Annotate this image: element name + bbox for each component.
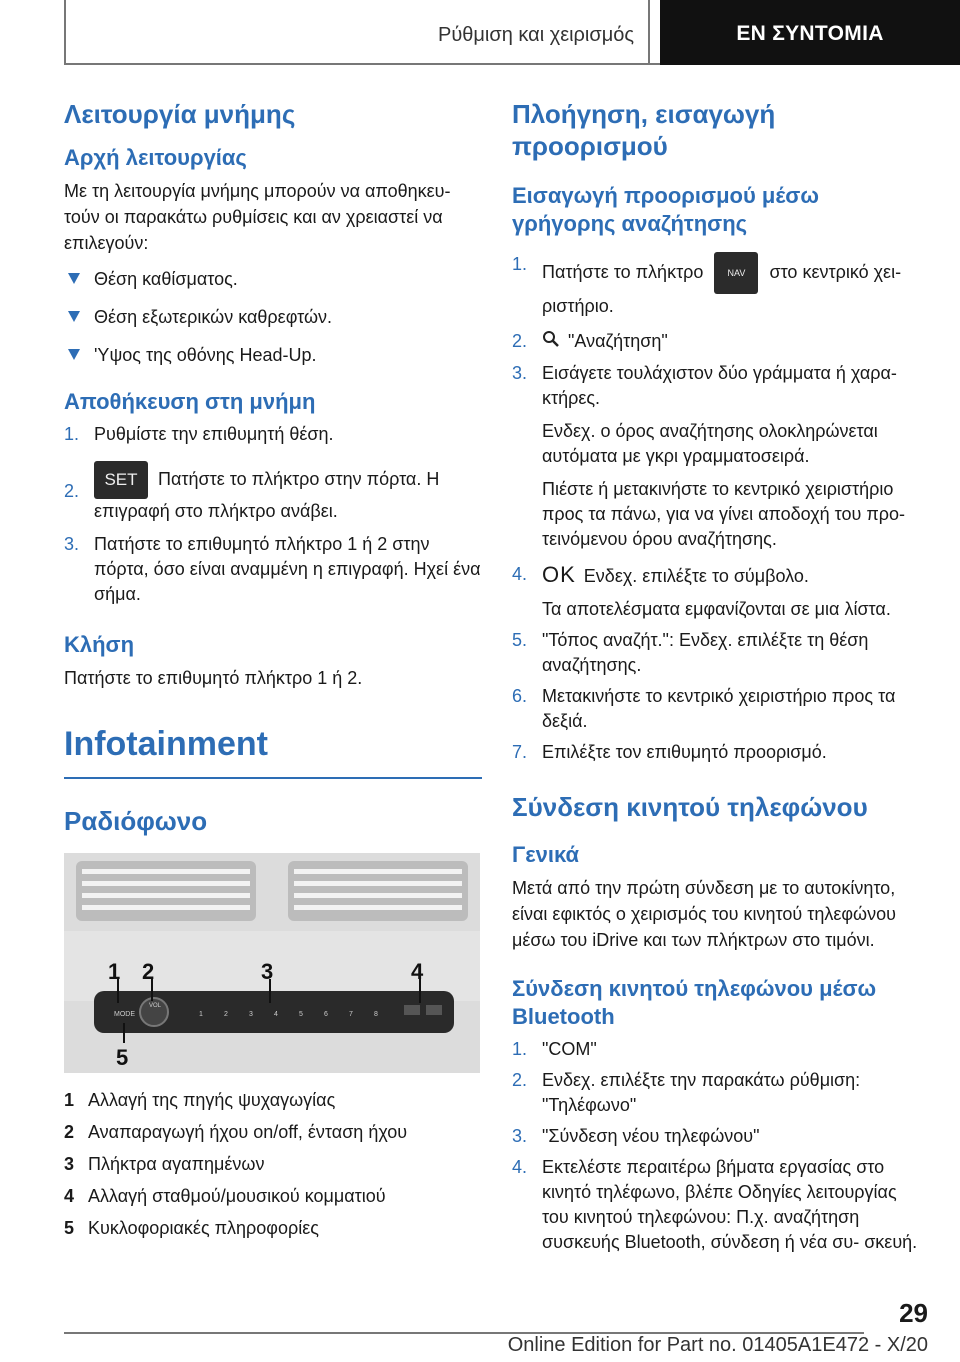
list-item: 'Υψος της οθόνης Head-Up.	[64, 342, 482, 368]
infotainment-title: Infotainment	[64, 725, 268, 763]
left-column	[64, 98, 482, 1247]
list-item: 3. Εισάγετε τουλάχιστον δύο γράμματα ή χαρα- κτήρες. Ενδεχ. ο όρος αναζήτησης ολοκληρώνεται αυτόματα με γκρι γραμματοσειρά. Πιέστε ή μετακινήστε το κεντρικό χειριστήριο προς τα πάνω, για να γίνει αποδοχή του προ- τεινόμενου όρου αναζήτησης.	[512, 362, 906, 549]
bluetooth-steps	[512, 1037, 928, 1255]
mode-label: MODE	[114, 1011, 135, 1018]
nav-key-icon: NAV	[714, 252, 758, 294]
edition-footer: Online Edition for Part no. 01405A1E472 - X/20	[507, 1334, 928, 1356]
set-key-icon: SET	[94, 461, 148, 499]
radio-title: Ραδιόφωνο	[64, 806, 208, 836]
radio-panel-photo	[64, 853, 480, 1073]
list-item: 4. OK Ενδεχ. επιλέξτε το σύμβολο. Τα αποτελέσματα εμφανίζονται σε μια λίστα.	[512, 561, 891, 619]
magnifier-icon	[542, 330, 560, 355]
store-memory-title: Αποθήκευση στη μνήμη	[64, 389, 316, 414]
list-item: 1. "COM"	[512, 1038, 597, 1059]
triangle-bullet-icon	[68, 349, 80, 360]
list-item: Θέση εξωτερικών καθρεφτών.	[64, 304, 482, 330]
principle-title: Αρχή λειτουργίας	[64, 145, 247, 170]
heading-rule	[64, 777, 482, 779]
list-item: 7. Επιλέξτε τον επιθυμητό προορισμό.	[512, 741, 827, 762]
radio-panel-illustration	[64, 853, 480, 1073]
memory-function-title: Λειτουργία μνήμης	[64, 99, 296, 129]
preset-key-label: 8	[374, 1011, 378, 1018]
infotainment-heading	[64, 723, 482, 779]
navigation-steps	[512, 252, 928, 765]
header-chapter-tab[interactable]: ΕΝ ΣΥΝΤΟΜΙΑ	[660, 0, 960, 65]
right-column	[512, 98, 928, 1261]
callout-label: 5	[116, 1045, 129, 1070]
preset-key-label: 6	[324, 1011, 328, 1018]
preset-key-label: 5	[299, 1011, 303, 1018]
list-item: 2. SET Πατήστε το πλήκτρο στην πόρτα. Η επιγραφή στο πλήκτρο ανάβει.	[64, 461, 482, 524]
navigation-title: Πλοήγηση, εισαγωγή προορισμού	[512, 99, 776, 161]
phone-connect-title: Σύνδεση κινητού τηλεφώνου	[512, 791, 868, 822]
list-item: 4. Εκτελέστε περαιτέρω βήματα εργασίας στο κινητό τηλέφωνο, βλέπε Οδηγίες λειτουργίας του κινητού τηλεφώνου: Π.χ. αναζήτηση συσκευής Bluetooth, σύνδεση ή νέα συ- σκευή.	[512, 1156, 918, 1252]
list-item: 3. Πατήστε το επιθυμητό πλήκτρο 1 ή 2 στην πόρτα, όσο είναι αναμμένη η επιγραφή. Ηχεί ένα σήμα.	[64, 534, 481, 604]
page-number: 29	[899, 1298, 928, 1328]
preset-key-label: 7	[349, 1011, 353, 1018]
callout-label: 3	[261, 959, 274, 984]
list-item: 1 Αλλαγή της πηγής ψυχαγωγίας	[64, 1090, 336, 1110]
list-item: 2 Αναπαραγωγή ήχου on/off, ένταση ήχου	[64, 1122, 408, 1142]
list-item: 2. "Αναζήτηση"	[512, 329, 928, 355]
preset-key-label: 2	[224, 1011, 228, 1018]
list-item: 3. "Σύνδεση νέου τηλεφώνου"	[512, 1125, 760, 1146]
list-item: 6. Μετακινήστε το κεντρικό χειριστήριο προς τα δεξιά.	[512, 685, 896, 731]
header-border-mid	[648, 0, 650, 64]
list-item: 1. Πατήστε το πλήκτρο NAV στο κεντρικό χει- ριστήριο.	[512, 254, 902, 316]
principle-text: Με τη λειτουργία μνήμης μπορούν να αποθηκευ- τούν οι παρακάτω ρυθμίσεις και αν χρειαστεί να επιλεγούν:	[64, 181, 451, 253]
header-section-title: Ρύθμιση και χειρισμός	[437, 24, 634, 46]
call-title: Κλήση	[64, 632, 135, 657]
list-item: 4 Αλλαγή σταθμού/μουσικού κομματιού	[64, 1186, 386, 1206]
call-text: Πατήστε το επιθυμητό πλήκτρο 1 ή 2.	[64, 668, 363, 688]
triangle-bullet-icon	[68, 273, 80, 284]
list-item: 1. Ρυθμίστε την επιθυμητή θέση.	[64, 424, 334, 444]
memory-bullet-list	[64, 266, 482, 368]
general-title: Γενικά	[512, 841, 580, 867]
preset-key-label: 3	[249, 1011, 253, 1018]
vol-label: VOL	[149, 1003, 162, 1009]
header-border-bottom	[64, 63, 660, 65]
quick-search-title: Εισαγωγή προορισμού μέσω γρήγορης αναζήτησης	[512, 183, 819, 236]
radio-legend	[64, 1087, 482, 1241]
ok-symbol-icon: OK	[542, 561, 576, 587]
callout-label: 4	[411, 959, 424, 984]
callout-label: 1	[108, 959, 121, 984]
store-steps	[64, 422, 482, 607]
list-item: 5. "Τόπος αναζήτ.": Ενδεχ. επιλέξτε τη θέση αναζήτησης.	[512, 629, 869, 675]
preset-key-label: 4	[274, 1011, 278, 1018]
general-text: Μετά από την πρώτη σύνδεση με το αυτοκίνητο, είναι εφικτός ο χειρισμός του κινητού τηλεφώνου μέσω του iDrive και των πλήκτρων στο τιμόνι.	[512, 877, 896, 950]
triangle-bullet-icon	[68, 311, 80, 322]
list-item: 2. Ενδεχ. επιλέξτε την παρακάτω ρύθμιση: "Τηλέφωνο"	[512, 1069, 861, 1115]
bluetooth-title: Σύνδεση κινητού τηλεφώνου μέσω Bluetooth	[512, 975, 877, 1029]
list-item: 3 Πλήκτρα αγαπημένων	[64, 1154, 265, 1174]
preset-key-label: 1	[199, 1011, 203, 1018]
callout-label: 2	[142, 959, 155, 984]
list-item: 5 Κυκλοφοριακές πληροφορίες	[64, 1218, 319, 1238]
list-item: Θέση καθίσματος.	[64, 266, 482, 292]
